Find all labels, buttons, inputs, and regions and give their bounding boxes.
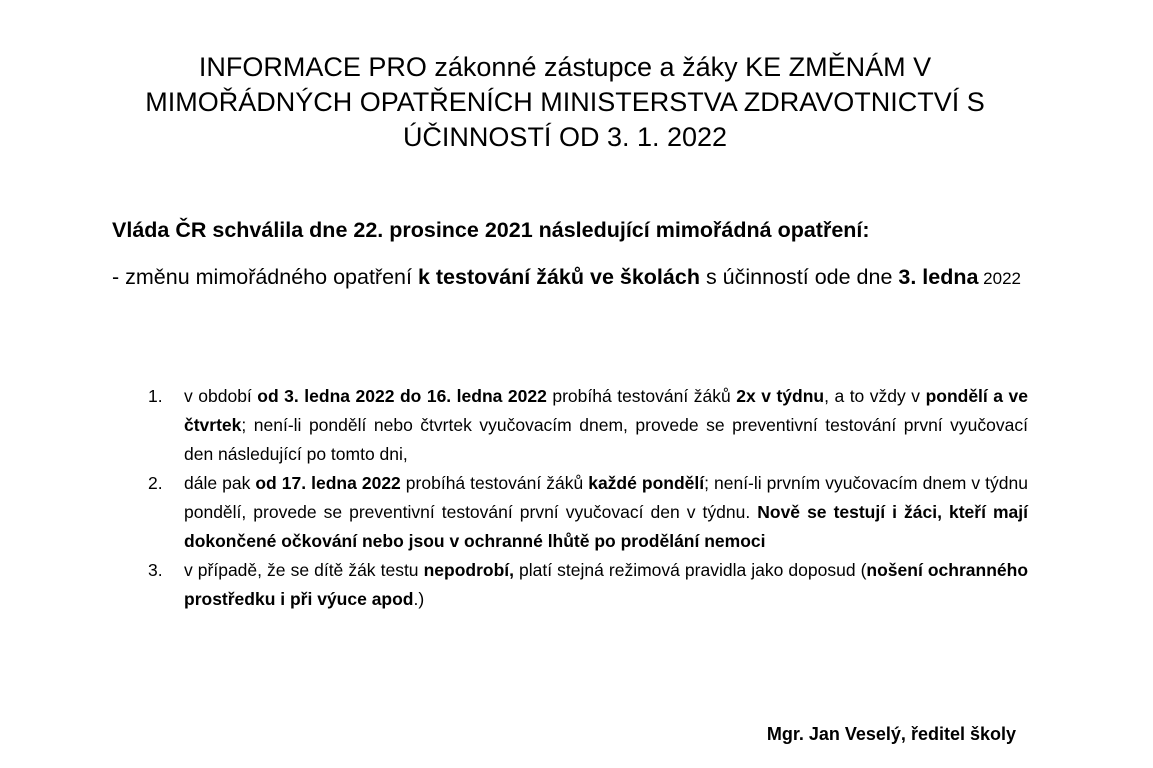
change-bold-date: 3. ledna [898, 265, 979, 289]
measure-change-paragraph [112, 262, 1032, 294]
item-bold-text: pondělí a ve čtvrtek [184, 386, 1028, 435]
item-text: , a to vždy v [824, 386, 926, 406]
item-text: v období [184, 386, 258, 406]
item-bold-text: Nově se testují i žáci, kteří mají dokončené očkování nebo jsou v ochranné lhůtě po prodělání nemoci [184, 502, 1029, 551]
measures-list [148, 382, 1028, 614]
change-middle: s účinností ode dne [699, 265, 899, 289]
item-bold-text: nepodrobí, [423, 560, 514, 580]
item-text: platí stejná režimová pravidla jako doposud ( [514, 560, 867, 580]
document-title: INFORMACE PRO zákonné zástupce a žáky KE ZMĚNÁM V MIMOŘÁDNÝCH OPATŘENÍCH MINISTERSTVA ZDRAVOTNICTVÍ S ÚČINNOSTÍ OD 3. 1. 2022 [145, 52, 985, 152]
change-year: 2022 [978, 269, 1021, 288]
list-item [148, 382, 1028, 469]
list-item [148, 469, 1028, 556]
list-item-number: 1. [148, 386, 163, 406]
item-text: probíhá testování žáků [400, 473, 589, 493]
item-text: ; není-li pondělí nebo čtvrtek vyučovacím dnem, provede se preventivní testování první vyučovací den následující po tomto dni, [184, 415, 1028, 464]
item-text: dále pak [184, 473, 256, 493]
item-text: v případě, že se dítě žák testu [184, 560, 424, 580]
signature: Mgr. Jan Veselý, ředitel školy [766, 724, 1016, 744]
list-item-number: 2. [148, 473, 163, 493]
list-item-number: 3. [148, 560, 163, 580]
item-bold-text: každé pondělí [588, 473, 705, 493]
item-bold-text: 2x v týdnu [736, 386, 825, 406]
item-text: .) [413, 589, 425, 609]
item-bold-text: od 17. ledna 2022 [255, 473, 401, 493]
government-approval-heading: Vláda ČR schválila dne 22. prosince 2021 následující mimořádná opatření: [112, 218, 870, 242]
item-bold-text: od 3. ledna 2022 do 16. ledna 2022 [257, 386, 547, 406]
item-text: probíhá testování žáků [546, 386, 737, 406]
item-text: ; není-li prvním vyučovacím dnem v týdnu pondělí, provede se preventivní testování první vyučovací den v týdnu. [184, 473, 1028, 522]
change-bold-topic: k testování žáků ve školách [417, 265, 700, 289]
change-prefix: - změnu mimořádného opatření [112, 265, 418, 289]
item-bold-text: nošení ochranného prostředku i při výuce apod [184, 560, 1029, 609]
list-item [148, 556, 1028, 614]
